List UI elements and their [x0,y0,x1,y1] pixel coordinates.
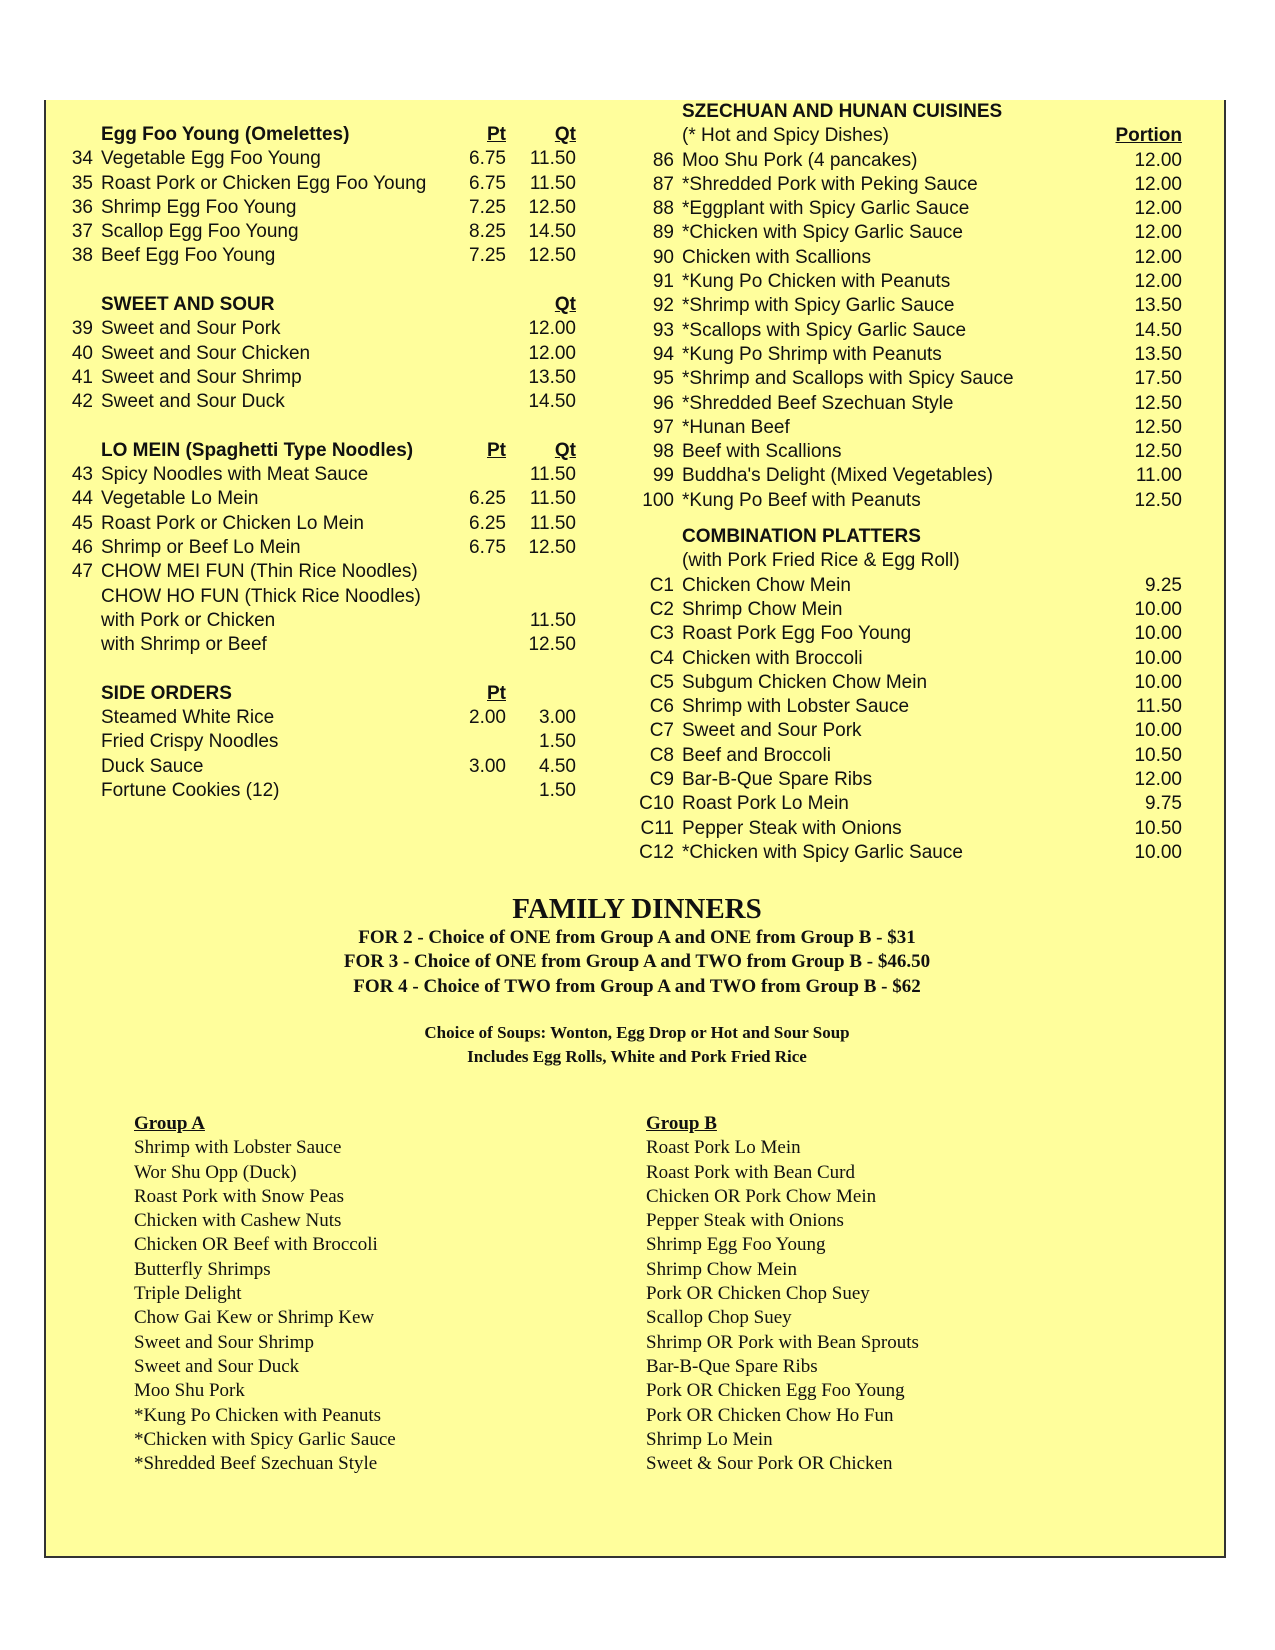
szechuan-header [626,100,1186,124]
group-item: Pepper Steak with Onions [646,1210,844,1232]
item-price: 14.50 [1134,319,1182,341]
group-item: *Shredded Beef Szechuan Style [134,1453,378,1475]
group-item: Pork OR Chicken Chow Ho Fun [646,1404,894,1426]
item-number: 37 [71,221,93,243]
menu-item-row [68,317,588,341]
family-dinners [46,892,1228,1069]
group-item: Triple Delight [134,1283,242,1305]
menu-item-row [626,598,1186,622]
item-price: 10.00 [1134,598,1182,620]
left-column [68,100,588,803]
item-number: 36 [71,196,93,218]
item-number: 100 [642,489,674,511]
item-price: 12.00 [1134,198,1182,220]
item-number: C6 [649,696,674,718]
menu-item-row [626,246,1186,270]
item-number: 38 [71,245,93,267]
item-number: 86 [652,149,674,171]
menu-item-row [68,390,588,414]
item-name: Subgum Chicken Chow Mein [682,671,928,693]
sweet-sour-header [68,293,588,317]
item-name: Buddha's Delight (Mixed Vegetables) [682,465,993,487]
item-number: 97 [652,416,674,438]
quart-price: 11.50 [529,464,576,486]
item-name: Sweet and Sour Shrimp [101,366,302,388]
item-number: C3 [649,623,674,645]
menu-item-row [626,392,1186,416]
item-number: 34 [71,148,93,170]
quart-price: 12.00 [528,342,576,364]
egg-foo-young-list [68,147,588,268]
item-number: C5 [649,671,674,693]
pint-price: 7.25 [469,245,506,267]
group-item: *Kung Po Chicken with Peanuts [134,1404,381,1426]
section-title: SZECHUAN AND HUNAN CUISINES [682,101,1003,122]
item-number: C2 [649,598,674,620]
group-item: Pork OR Chicken Egg Foo Young [646,1380,905,1402]
section-title: SWEET AND SOUR [101,294,275,316]
quart-price: 14.50 [528,391,576,413]
group-item: Shrimp Lo Mein [646,1428,773,1450]
group-item: *Chicken with Spicy Garlic Sauce [134,1428,396,1450]
item-number: C10 [639,793,674,815]
offer-for-2: FOR 2 - Choice of ONE from Group A and ONE from Group B - $31 [358,927,916,948]
menu-item-row [68,196,588,220]
item-price: 13.50 [1134,343,1182,365]
item-price: 10.00 [1134,720,1182,742]
quart-price: 12.50 [528,634,576,656]
item-price: 12.50 [1134,489,1182,511]
item-name: Sweet and Sour Pork [101,318,281,340]
group-item: Chow Gai Kew or Shrimp Kew [134,1307,375,1329]
item-name: Steamed White Rice [101,707,275,729]
menu-item-row [626,416,1186,440]
item-number: C9 [649,769,674,791]
menu-item-row [626,719,1186,743]
item-price: 17.50 [1134,368,1182,390]
item-number: 94 [652,343,674,365]
item-name: Roast Pork or Chicken Egg Foo Young [101,172,427,194]
egg-foo-young-header [68,123,588,147]
item-price: 9.75 [1145,793,1182,815]
item-name: *Chicken with Spicy Garlic Sauce [682,222,963,244]
menu-item-row [68,609,588,633]
quart-price: 12.50 [528,196,576,218]
item-name: Fortune Cookies (12) [101,780,280,802]
pint-price: 6.25 [469,488,506,510]
item-name: Bar-B-Que Spare Ribs [682,769,873,791]
item-price: 12.00 [1134,149,1182,171]
group-b-title: Group B [646,1113,717,1134]
item-price: 10.50 [1134,744,1182,766]
group-item: Scallop Chop Suey [646,1307,792,1329]
lo-mein-header [68,439,588,463]
item-price: 13.50 [1134,295,1182,317]
offer-for-3: FOR 3 - Choice of ONE from Group A and TWO from Group B - $46.50 [343,951,931,973]
right-column [626,100,1186,865]
section-title: LO MEIN (Spaghetti Type Noodles) [101,439,414,461]
quart-price: 4.50 [539,755,576,777]
pint-price: 6.75 [469,537,506,559]
item-name: Beef and Broccoli [682,744,831,766]
item-number: 44 [71,488,93,510]
menu-item-row [626,744,1186,768]
section-subtitle: (with Pork Fried Rice & Egg Roll) [682,550,960,572]
item-name: Vegetable Egg Foo Young [101,148,321,170]
group-item: Sweet and Sour Duck [134,1355,300,1377]
menu-panel [44,100,1226,1558]
item-price: 10.00 [1134,623,1182,645]
item-price: 10.00 [1134,671,1182,693]
item-number: C4 [649,647,674,669]
menu-item-row [626,574,1186,598]
item-number: 42 [71,391,93,413]
group-item: Sweet & Sour Pork OR Chicken [646,1453,893,1475]
menu-item-row [626,440,1186,464]
group-item: Sweet and Sour Shrimp [134,1331,314,1353]
group-item: Shrimp with Lobster Sauce [134,1137,342,1159]
item-price: 11.00 [1135,465,1182,487]
item-name: Chicken Chow Mein [682,574,851,596]
item-name: Shrimp Egg Foo Young [101,196,297,218]
item-price: 12.00 [1134,246,1182,268]
item-number: C7 [649,720,674,742]
item-name: Shrimp or Beef Lo Mein [101,537,301,559]
item-number: C12 [639,841,674,863]
item-name: Scallop Egg Foo Young [101,221,299,243]
menu-item-row [626,768,1186,792]
item-name: Vegetable Lo Mein [101,488,259,510]
item-price: 12.00 [1134,769,1182,791]
group-b-list [646,1136,919,1476]
group-item: Roast Pork with Snow Peas [134,1185,345,1207]
item-number: C8 [649,744,674,766]
item-name: Fried Crispy Noodles [101,731,279,753]
item-price: 12.50 [1134,441,1182,463]
item-number: 93 [652,319,674,341]
combo-header [626,525,1186,549]
item-name: CHOW HO FUN (Thick Rice Noodles) [101,585,421,607]
pt-column-header: Pt [487,124,506,145]
menu-item-row [68,342,588,366]
item-number: 88 [652,198,674,220]
item-name: Pepper Steak with Onions [682,817,902,839]
menu-item-row [626,695,1186,719]
group-item: Chicken OR Pork Chow Mein [646,1185,877,1207]
pt-column-header: Pt [487,439,506,461]
menu-item-row [626,197,1186,221]
item-number: 41 [71,366,93,388]
item-number: 45 [71,512,93,534]
item-name: *Kung Po Chicken with Peanuts [682,271,951,293]
side-orders-list [68,706,588,803]
item-name: Sweet and Sour Chicken [101,342,311,364]
pint-price: 7.25 [469,196,506,218]
item-price: 10.00 [1134,647,1182,669]
qt-column-header: Qt [554,294,576,316]
szechuan-subheader [626,124,1186,148]
item-number: 87 [652,173,674,195]
pint-price: 3.00 [469,755,506,777]
menu-item-row [626,173,1186,197]
menu-item-row [626,622,1186,646]
menu-item-row [68,172,588,196]
lo-mein-list [68,463,588,657]
item-number: 92 [652,295,674,317]
menu-item-row [68,244,588,268]
qt-column-header: Qt [554,439,576,461]
item-name: Roast Pork or Chicken Lo Mein [101,512,364,534]
group-item: Wor Shu Opp (Duck) [134,1161,297,1183]
menu-item-row [626,792,1186,816]
item-name: *Kung Po Shrimp with Peanuts [682,343,942,365]
group-item: Pork OR Chicken Chop Suey [646,1283,870,1305]
quart-price: 12.00 [528,318,576,340]
menu-item-row [68,730,588,754]
menu-item-row [68,585,588,609]
item-price: 12.00 [1134,173,1182,195]
side-orders-header [68,682,588,706]
item-name: *Kung Po Beef with Peanuts [682,489,921,511]
menu-item-row [626,817,1186,841]
item-name: Shrimp Chow Mein [682,598,843,620]
family-dinners-title: FAMILY DINNERS [512,893,762,925]
item-name: with Shrimp or Beef [101,634,267,656]
item-name: Duck Sauce [101,755,204,777]
menu-item-row [68,487,588,511]
menu-item-row [626,294,1186,318]
group-item: Shrimp OR Pork with Bean Sprouts [646,1331,919,1353]
pint-price: 2.00 [469,707,506,729]
section-title: COMBINATION PLATTERS [682,526,921,548]
menu-item-row [626,841,1186,865]
group-item: Shrimp Egg Foo Young [646,1234,826,1256]
item-number: 95 [652,368,674,390]
menu-item-row [626,319,1186,343]
includes-note: Includes Egg Rolls, White and Pork Fried Rice [467,1047,807,1067]
item-number: C11 [640,817,674,839]
item-price: 12.00 [1134,222,1182,244]
pint-price: 6.75 [469,172,506,194]
item-number: 39 [71,318,93,340]
item-name: *Shrimp with Spicy Garlic Sauce [682,295,955,317]
item-name: Roast Pork Lo Mein [682,793,849,815]
group-item: Butterfly Shrimps [134,1258,271,1280]
group-a-list [134,1136,396,1476]
pint-price: 6.75 [469,148,506,170]
item-name: Moo Shu Pork (4 pancakes) [682,149,918,171]
pt-column-header: Pt [487,682,506,704]
item-number: 43 [71,464,93,486]
menu-item-row [68,536,588,560]
group-item: Chicken with Cashew Nuts [134,1210,342,1232]
combo-list [626,574,1186,866]
menu-item-row [626,367,1186,391]
group-item: Shrimp Chow Mein [646,1258,797,1280]
szechuan-list [626,149,1186,513]
item-name: Chicken with Scallions [682,246,872,268]
item-name: Spicy Noodles with Meat Sauce [101,464,369,486]
item-name: CHOW MEI FUN (Thin Rice Noodles) [101,561,418,583]
quart-price: 11.50 [529,609,576,631]
item-name: Chicken with Broccoli [682,647,863,669]
item-name: Shrimp with Lobster Sauce [682,696,910,718]
item-name: Sweet and Sour Pork [682,720,862,742]
item-price: 10.00 [1134,841,1182,863]
pint-price: 8.25 [469,221,506,243]
quart-price: 1.50 [539,780,576,802]
soups-note: Choice of Soups: Wonton, Egg Drop or Hot and Sour Soup [424,1022,850,1042]
item-price: 10.50 [1134,817,1182,839]
quart-price: 11.50 [529,488,576,510]
item-number: 99 [652,465,674,487]
pint-price: 6.25 [469,512,506,534]
menu-item-row [626,671,1186,695]
menu-item-row [626,464,1186,488]
item-number: 47 [71,561,93,583]
menu-item-row [68,560,588,584]
item-price: 9.25 [1145,574,1182,596]
menu-item-row [68,147,588,171]
combo-subheader [626,549,1186,573]
menu-item-row [626,489,1186,513]
menu-item-row [68,220,588,244]
section-title: Egg Foo Young (Omelettes) [101,124,350,145]
group-item: Moo Shu Pork [134,1380,245,1402]
item-number: 96 [652,392,674,414]
sweet-sour-list [68,317,588,414]
item-name: with Pork or Chicken [101,609,276,631]
menu-item-row [68,755,588,779]
group-a-title: Group A [134,1113,205,1134]
menu-item-row [626,343,1186,367]
item-price: 12.50 [1134,416,1182,438]
menu-item-row [68,779,588,803]
quart-price: 11.50 [529,172,576,194]
item-price: 12.00 [1134,271,1182,293]
quart-price: 13.50 [528,366,576,388]
item-number: 98 [652,441,674,463]
menu-item-row [626,221,1186,245]
group-item: Roast Pork with Bean Curd [646,1161,855,1183]
menu-item-row [68,366,588,390]
quart-price: 12.50 [528,245,576,267]
item-number: 91 [652,271,674,293]
menu-item-row [68,706,588,730]
quart-price: 11.50 [529,148,576,170]
item-name: *Shrimp and Scallops with Spicy Sauce [682,368,1014,390]
item-name: *Scallops with Spicy Garlic Sauce [682,319,967,341]
quart-price: 12.50 [528,537,576,559]
item-name: *Hunan Beef [682,416,790,438]
quart-price: 11.50 [529,512,576,534]
group-b [646,1112,919,1476]
menu-item-row [68,463,588,487]
quart-price: 3.00 [539,707,576,729]
item-number: C1 [649,574,674,596]
group-item: Roast Pork Lo Mein [646,1137,801,1159]
section-title: SIDE ORDERS [101,682,232,704]
menu-item-row [68,512,588,536]
menu-item-row [626,647,1186,671]
item-name: *Chicken with Spicy Garlic Sauce [682,841,963,863]
item-name: *Shredded Beef Szechuan Style [682,392,954,414]
item-name: *Eggplant with Spicy Garlic Sauce [682,198,970,220]
group-a [134,1112,396,1476]
item-number: 89 [652,222,674,244]
menu-item-row [68,633,588,657]
item-number: 90 [652,246,674,268]
item-name: Beef Egg Foo Young [101,245,276,267]
menu-item-row [626,270,1186,294]
item-name: Beef with Scallions [682,441,842,463]
item-name: Roast Pork Egg Foo Young [682,623,912,645]
item-price: 12.50 [1134,392,1182,414]
section-subtitle: (* Hot and Spicy Dishes) [682,125,889,147]
portion-column-header: Portion [1115,125,1182,147]
item-number: 35 [71,172,93,194]
item-name: *Shredded Pork with Peking Sauce [682,173,978,195]
group-item: Bar-B-Que Spare Ribs [646,1355,818,1377]
item-number: 40 [71,342,93,364]
quart-price: 14.50 [528,221,576,243]
qt-column-header: Qt [554,124,576,145]
quart-price: 1.50 [539,731,576,753]
offer-for-4: FOR 4 - Choice of TWO from Group A and TWO from Group B - $62 [353,975,921,997]
item-number: 46 [71,537,93,559]
menu-item-row [626,149,1186,173]
item-name: Sweet and Sour Duck [101,391,285,413]
group-item: Chicken OR Beef with Broccoli [134,1234,378,1256]
item-price: 11.50 [1135,696,1182,718]
